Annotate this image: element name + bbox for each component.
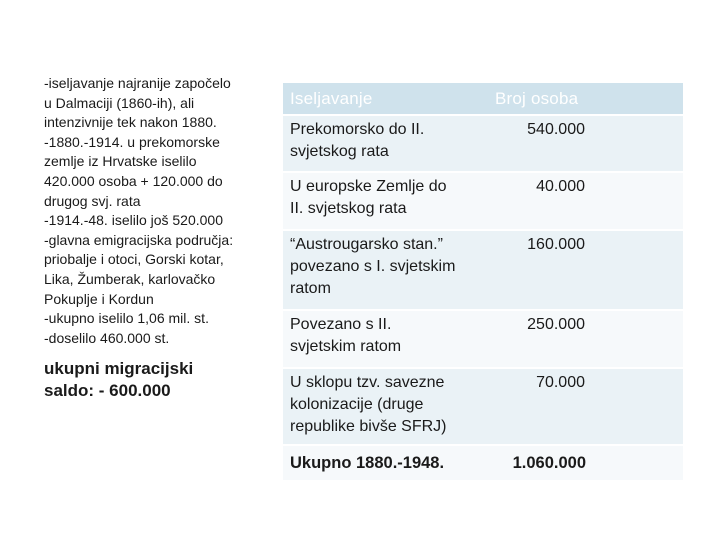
note-line: Pokuplje i Kordun: [44, 290, 154, 307]
note-line: zemlje iz Hrvatske iselilo: [44, 153, 197, 170]
row-label-line: kolonizacije (druge: [290, 396, 424, 413]
row-label-line: Povezano s II.: [290, 316, 392, 333]
row-label-line: republike bivše SFRJ): [290, 418, 447, 435]
migration-saldo: [44, 358, 270, 402]
row-label: [283, 116, 489, 173]
row-label-line: U sklopu tzv. savezne: [290, 374, 445, 391]
row-label-line: II. svjetskog rata: [290, 200, 407, 217]
table-row: [283, 369, 683, 446]
saldo-line: saldo: - 600.000: [44, 381, 171, 401]
note-line: -1914.-48. iselilo još 520.000: [44, 212, 224, 229]
row-label-line: povezano s I. svjetskim: [290, 258, 456, 275]
note-line: -1880.-1914. u prekomorske: [44, 133, 220, 150]
table-header-row: [283, 83, 683, 116]
row-label-line: svjetskog rata: [290, 143, 389, 160]
table-row: [283, 311, 683, 369]
row-label-line: U europske Zemlje do: [290, 178, 447, 195]
table-row: [283, 173, 683, 231]
row-label-line: Prekomorsko do II.: [290, 121, 425, 138]
note-line: priobalje i otoci, Gorski kotar,: [44, 251, 224, 268]
row-label-line: svjetskim ratom: [290, 338, 402, 355]
row-count: 160.000: [489, 231, 683, 311]
note-line: -ukupno iselilo 1,06 mil. st.: [44, 310, 209, 327]
row-label: [283, 369, 489, 446]
row-label: [283, 231, 489, 311]
note-line: 420.000 osoba + 120.000 do: [44, 172, 223, 189]
note-line: -doselilo 460.000 st.: [44, 329, 170, 346]
note-line: intenzivnije tek nakon 1880.: [44, 114, 217, 131]
row-label-line: ratom: [290, 280, 331, 297]
note-line: Lika, Žumberak, karlovačko: [44, 270, 216, 287]
table-row: [283, 231, 683, 311]
table-row: [283, 116, 683, 173]
header-count: Broj osoba: [489, 83, 683, 116]
migration-notes: [44, 74, 270, 402]
table-total-row: [283, 446, 683, 482]
row-label: [283, 311, 489, 369]
note-line: drugog svj. rata: [44, 192, 141, 209]
emigration-table: [283, 83, 683, 482]
row-count: 40.000: [489, 173, 683, 231]
note-line: -iseljavanje najranije započelo: [44, 75, 231, 91]
total-label: Ukupno 1880.-1948.: [283, 446, 489, 482]
row-count: 70.000: [489, 369, 683, 446]
saldo-line: ukupni migracijski: [44, 359, 194, 379]
total-count: 1.060.000: [489, 446, 683, 482]
note-line: -glavna emigracijska područja:: [44, 231, 234, 248]
row-count: 540.000: [489, 116, 683, 173]
row-count: 250.000: [489, 311, 683, 369]
header-emigration: Iseljavanje: [283, 83, 489, 116]
note-line: u Dalmaciji (1860-ih), ali: [44, 94, 195, 111]
row-label-line: “Austrougarsko stan.”: [290, 236, 443, 253]
row-label: [283, 173, 489, 231]
